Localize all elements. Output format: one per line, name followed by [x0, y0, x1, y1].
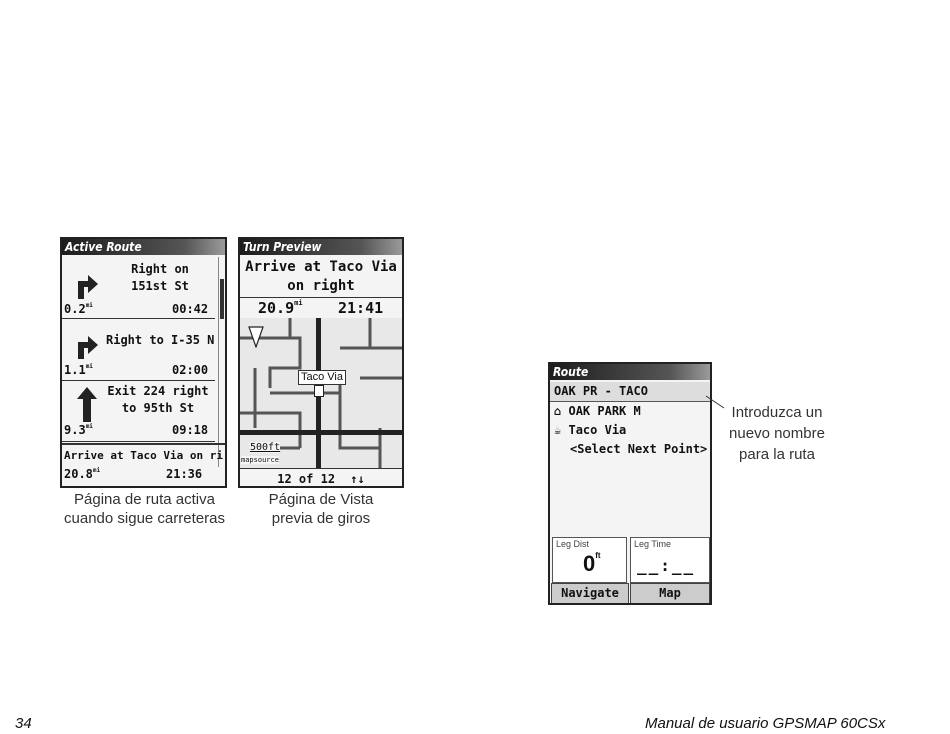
route-instruction: Right to I-35 N [106, 333, 215, 347]
restaurant-icon: ☕ [554, 423, 562, 437]
right-turn-arrow-icon [74, 329, 100, 361]
route-screen [548, 362, 712, 605]
route-distance: $9.3^{mi}$ [64, 423, 93, 437]
turn-stats [240, 297, 402, 319]
turn-instruction [240, 258, 402, 296]
active-route-title: Active Route [62, 239, 225, 255]
home-icon: ⌂ [554, 404, 562, 418]
map-pointer-icon [248, 326, 264, 348]
turn-preview-title: Turn Preview [240, 239, 402, 255]
map-source: mapsource [241, 456, 279, 464]
route-item[interactable] [62, 319, 215, 381]
active-route-caption [52, 490, 237, 528]
caption-line: previa de giros [271, 510, 371, 527]
turn-distance: $20.9^{mi}$ [258, 299, 303, 317]
pager-text: 12 of 12 [277, 472, 336, 486]
caption-line: Página de Vista [268, 491, 374, 508]
turn-instruction-line: Arrive at Taco Via [245, 259, 397, 275]
pager[interactable] [240, 468, 402, 488]
page-number: 34 [15, 715, 32, 732]
route-point[interactable] [554, 404, 641, 418]
active-route-screen [60, 237, 227, 488]
leg-time-value: __:__ [637, 556, 696, 575]
right-turn-arrow-icon [74, 267, 100, 301]
destination-icon [314, 385, 324, 397]
route-time: 00:42 [172, 302, 209, 316]
manual-title: Manual de usuario GPSMAP 60CSx [645, 715, 886, 732]
annotation-line: nuevo nombre [729, 425, 825, 442]
leg-dist-label: Leg Dist [556, 539, 590, 549]
caption-line: cuando sigue carreteras [64, 510, 225, 527]
straight-arrow-icon [74, 385, 100, 423]
route-item[interactable] [62, 381, 215, 442]
route-annotation [712, 402, 842, 465]
route-point[interactable] [554, 423, 626, 437]
pager-arrows-icon[interactable]: ↑↓ [350, 472, 365, 486]
route-point-label: OAK PARK M [568, 404, 641, 418]
route-instruction: Exit 224 right to 95th St [107, 384, 209, 415]
route-time: 09:18 [172, 423, 209, 437]
leg-dist-value: $0^{ft}$ [583, 551, 601, 576]
select-next-point[interactable]: <Select Next Point> [570, 442, 708, 456]
footer-time: 21:36 [166, 467, 203, 481]
active-route-footer [62, 443, 225, 486]
route-time: 02:00 [172, 363, 209, 377]
leg-time-label: Leg Time [634, 539, 672, 549]
turn-preview-screen [238, 237, 404, 488]
turn-preview-caption [238, 490, 404, 528]
navigate-button[interactable]: Navigate [551, 583, 629, 604]
route-point-label: Taco Via [568, 423, 627, 437]
scrollbar-thumb[interactable] [220, 279, 224, 319]
annotation-line: Introduzca un [731, 404, 823, 421]
footer-distance: $20.8^{mi}$ [64, 467, 101, 481]
caption-line: Página de ruta activa [74, 491, 215, 508]
map-scale: 500ft [250, 442, 281, 453]
route-item[interactable] [62, 255, 215, 319]
route-title: Route [550, 364, 710, 380]
leg-dist-box [552, 537, 627, 583]
leg-time-box [630, 537, 710, 583]
route-instruction: Right on 151st St [131, 262, 189, 293]
turn-instruction-line: on right [287, 278, 355, 294]
route-distance: $0.2^{mi}$ [64, 302, 93, 316]
route-name-field[interactable]: OAK PR - TACO [550, 382, 710, 402]
map-view[interactable] [240, 318, 402, 468]
route-distance: $1.1^{mi}$ [64, 363, 93, 377]
map-button[interactable]: Map [630, 583, 710, 604]
map-label: Taco Via [298, 370, 346, 385]
annotation-line: para la ruta [739, 446, 815, 463]
turn-time: 21:41 [338, 299, 384, 317]
footer-instruction: Arrive at Taco Via on ri [64, 449, 223, 462]
